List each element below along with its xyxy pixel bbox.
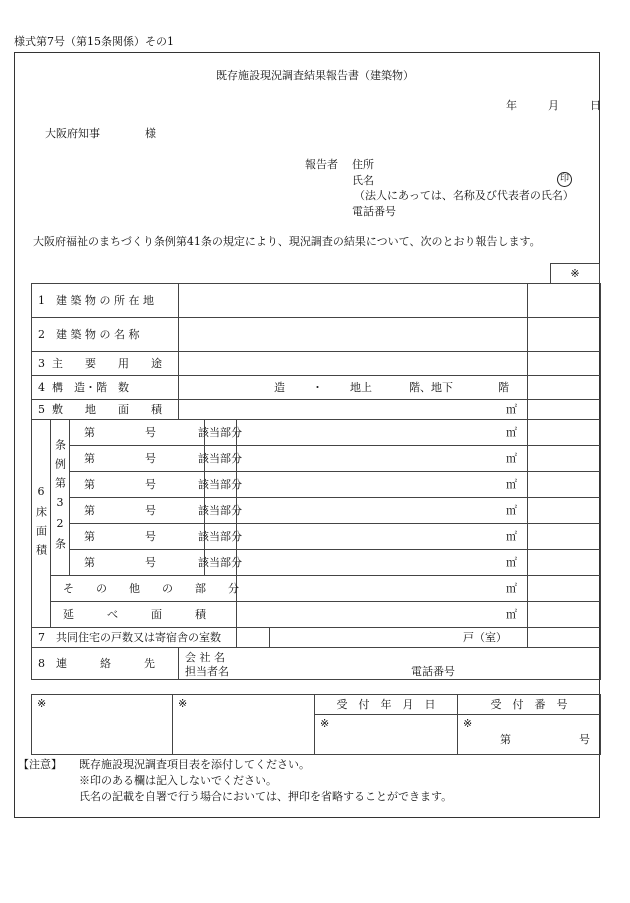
addressee-honorific: 様 [145,127,156,140]
dwelling-count-label: 7 共同住宅の戸数又は寄宿舎の室数 [32,628,237,648]
reporter-label: 報告者 [305,158,338,171]
seal-icon: 印 [557,172,572,187]
other-part-area[interactable]: ㎡ [237,576,528,602]
article-row-6-official [528,550,601,576]
received-date-header: 受 付 年 月 日 [315,695,458,715]
row-usage-official [528,352,601,376]
notes-label: 【注意】 [18,758,62,771]
date-day: 日 [590,99,601,112]
reporter-phone: 電話番号 [352,205,396,218]
row-structure-official [528,376,601,400]
official-use-box [550,263,600,284]
note-line-3: 氏名の記載を自署で行う場合においては、押印を省略することができます。 [79,790,453,803]
total-area-label: 延 べ 面 積 [51,602,237,628]
reception-table [31,694,601,755]
ordinance-article-label: 条例第32条 [51,420,70,576]
form-title: 既存施設現況調査結果報告書（建築物） [216,69,414,82]
reporter-corp-note: （法人にあっては、名称及び代表者の氏名） [354,189,574,202]
reception-cell-2: ※ [173,695,315,755]
contact-label: 8 連 絡 先 [32,648,179,680]
row-structure-label: 4 構 造・階 数 [32,376,179,400]
row-name-value[interactable] [179,318,528,352]
article-row-6-label: 第 号 該当部分 [70,550,205,576]
row-name-label: 2 建 築 物 の 名 称 [32,318,179,352]
row-structure-value[interactable]: 造 ・ 地上 階、地下 階 [179,376,528,400]
reception-cell-1: ※ [32,695,173,755]
contact-person: 担当者名 [185,664,230,678]
addressee [45,128,156,139]
article-row-4-official [528,498,601,524]
row-site-area-official [528,400,601,420]
other-part-official [528,576,601,602]
reporter-name: 氏名 [352,174,374,187]
date-line [506,100,601,111]
article-row-3-label: 第 号 該当部分 [70,472,205,498]
article-row-3-official [528,472,601,498]
other-part-label: そ の 他 の 部 分 [51,576,237,602]
article-row-1-official [528,420,601,446]
row-site-area-value[interactable]: ㎡ [179,400,528,420]
statement: 大阪府福祉のまちづくり条例第41条の規定により、現況調査の結果について、次のとおり報告します。 [33,235,541,248]
article-row-2-label: 第 号 該当部分 [70,446,205,472]
article-row-2-official [528,446,601,472]
received-date-value: ※ [315,715,458,755]
row-location-official [528,284,601,318]
article-row-5-label: 第 号 該当部分 [70,524,205,550]
article-row-1-area[interactable]: ㎡ [237,420,528,446]
total-area-value[interactable]: ㎡ [237,602,528,628]
floor-area-outer-label: 6床面積 [32,420,51,628]
official-mark: ※ [551,264,600,284]
contact-phone: 電話番号 [411,664,456,678]
row-name-official [528,318,601,352]
main-table [31,283,601,680]
dwelling-count-value[interactable]: 戸（室） [270,628,528,648]
date-month: 月 [548,99,559,112]
article-row-5-area[interactable]: ㎡ [237,524,528,550]
article-row-5-official [528,524,601,550]
reporter-address: 住所 [352,158,374,171]
note-line-1: 既存施設現況調査項目表を添付してください。 [79,758,310,771]
total-area-official [528,602,601,628]
article-row-4-area[interactable]: ㎡ [237,498,528,524]
article-row-1-label: 第 号 該当部分 [70,420,205,446]
received-number-header: 受 付 番 号 [458,695,601,715]
article-row-3-area[interactable]: ㎡ [237,472,528,498]
article-row-6-area[interactable]: ㎡ [237,550,528,576]
received-number-value: ※ 第 号 [458,715,601,755]
article-row-4-label: 第 号 該当部分 [70,498,205,524]
row-location-label: 1 建 築 物 の 所 在 地 [32,284,179,318]
row-usage-value[interactable] [179,352,528,376]
dwelling-count-official [528,628,601,648]
article-row-2-area[interactable]: ㎡ [237,446,528,472]
row-usage-label: 3 主 要 用 途 [32,352,179,376]
addressee-name: 大阪府知事 [45,127,100,140]
note-line-2: ※印のある欄は記入しないでください。 [79,774,277,787]
row-location-value[interactable] [179,284,528,318]
contact-value[interactable] [179,648,601,680]
dwelling-count-spacer [237,628,270,648]
form-id: 様式第7号（第15条関係）その1 [14,35,174,48]
row-site-area-label: 5 敷 地 面 積 [32,400,179,420]
contact-company: 会 社 名 [185,651,226,664]
date-year: 年 [506,99,517,112]
